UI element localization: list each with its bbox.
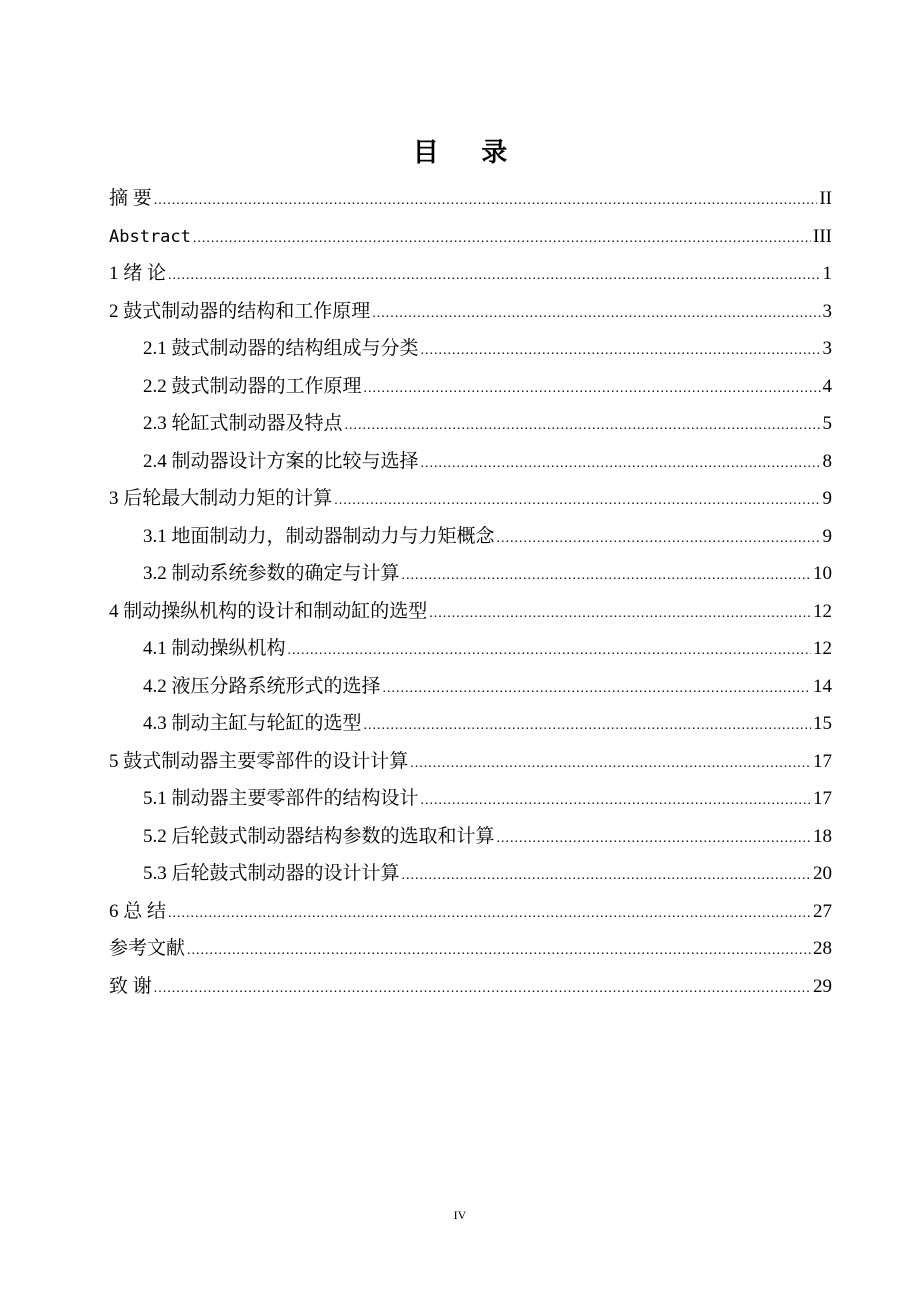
toc-leader-dots: [497, 520, 821, 558]
toc-leader-dots: [402, 557, 811, 595]
toc-entry-page: 4: [822, 375, 832, 397]
toc-entry[interactable]: [109, 705, 832, 743]
toc-entry[interactable]: [109, 593, 832, 631]
toc-entry-page: 14: [813, 675, 832, 697]
toc-entry-label: 参考文献: [109, 938, 186, 959]
toc-leader-dots: [168, 895, 811, 933]
toc-entry-page: 28: [813, 938, 832, 959]
toc-entry[interactable]: [109, 968, 832, 1006]
toc-entry-page: 5: [822, 413, 832, 434]
toc-leader-dots: [383, 670, 811, 708]
toc-entry-label: 2.4 制动器设计方案的比较与选择: [143, 450, 419, 472]
toc-leader-dots: [421, 332, 821, 370]
toc-leader-dots: [187, 932, 811, 970]
toc-entry-page: 29: [813, 975, 832, 997]
toc-entry-page: 15: [813, 713, 832, 734]
toc-leader-dots: [364, 707, 811, 745]
toc-entry[interactable]: [109, 368, 832, 406]
toc-entry-label: Abstract: [109, 226, 191, 247]
toc-title: 目 录: [412, 138, 526, 167]
toc-entry-page: 10: [813, 563, 832, 584]
toc-entry-page: 3: [822, 338, 832, 359]
toc-entry[interactable]: [109, 855, 832, 893]
toc-entry-label: 摘 要: [109, 188, 152, 209]
toc-entry-label: 3.2 制动系统参数的确定与计算: [143, 563, 400, 584]
toc-entry-label: 5.3 后轮鼓式制动器的设计计算: [143, 863, 400, 884]
toc-entry-label: 6 总 结: [109, 900, 167, 922]
toc-entry[interactable]: [109, 743, 832, 781]
toc-entry-page: 17: [813, 788, 832, 809]
toc-entry-label: 2 鼓式制动器的结构和工作原理: [109, 300, 371, 322]
toc-entry-label: 5.2 后轮鼓式制动器结构参数的选取和计算: [143, 825, 495, 847]
toc-leader-dots: [410, 745, 811, 783]
toc-entry-page: 9: [822, 525, 832, 547]
toc-entry-label: 2.3 轮缸式制动器及特点: [143, 413, 343, 434]
toc-leader-dots: [334, 482, 820, 520]
toc-leader-dots: [421, 782, 811, 820]
toc-entry[interactable]: [109, 405, 832, 443]
toc-entry[interactable]: [109, 893, 832, 931]
toc-entry-page: 12: [813, 638, 832, 659]
toc-entry-label: 5.1 制动器主要零部件的结构设计: [143, 788, 419, 809]
toc-entry[interactable]: [109, 480, 832, 518]
toc-entry-label: 4.3 制动主缸与轮缸的选型: [143, 713, 362, 734]
toc-entry[interactable]: [109, 180, 832, 218]
toc-entry[interactable]: [109, 293, 832, 331]
toc-entry-page: 12: [813, 600, 832, 622]
toc-entry[interactable]: [109, 330, 832, 368]
toc-entry[interactable]: [109, 255, 832, 293]
toc-entry-label: 2.2 鼓式制动器的工作原理: [143, 375, 362, 397]
toc-entry-page: III: [813, 225, 832, 247]
toc-entry-page: 3: [822, 300, 832, 322]
toc-entry-page: 1: [822, 263, 832, 284]
toc-entry-label: 4.2 液压分路系统形式的选择: [143, 675, 381, 697]
toc-entry-label: 3.1 地面制动力，制动器制动力与力矩概念: [143, 525, 495, 547]
toc-leader-dots: [168, 257, 820, 295]
toc-entry-page: 18: [813, 825, 832, 847]
toc-entry[interactable]: [109, 780, 832, 818]
toc-leader-dots: [372, 295, 820, 333]
toc-entry[interactable]: [109, 555, 832, 593]
toc-leader-dots: [497, 820, 811, 858]
toc-leader-dots: [402, 857, 811, 895]
toc-entry-page: 27: [813, 900, 832, 922]
toc-entry-label: 3 后轮最大制动力矩的计算: [109, 488, 333, 509]
toc-entry-label: 4.1 制动操纵机构: [143, 638, 286, 659]
toc-entry[interactable]: [109, 668, 832, 706]
toc-entry[interactable]: [109, 630, 832, 668]
toc-entry[interactable]: [109, 443, 832, 481]
toc-entry-label: 2.1 鼓式制动器的结构组成与分类: [143, 338, 419, 359]
toc-entry-label: 5 鼓式制动器主要零部件的设计计算: [109, 750, 409, 772]
toc-entry[interactable]: [109, 218, 832, 256]
toc-leader-dots: [345, 407, 821, 445]
toc-entry-page: II: [819, 188, 832, 209]
toc-entry-label: 致 谢: [109, 975, 152, 997]
toc-leader-dots: [154, 182, 818, 220]
table-of-contents: [109, 180, 832, 1005]
toc-entry[interactable]: [109, 930, 832, 968]
toc-entry-page: 17: [813, 750, 832, 772]
toc-leader-dots: [193, 220, 811, 258]
toc-entry[interactable]: [109, 818, 832, 856]
toc-entry-label: 4 制动操纵机构的设计和制动缸的选型: [109, 600, 428, 622]
toc-leader-dots: [288, 632, 811, 670]
toc-leader-dots: [154, 970, 811, 1008]
toc-leader-dots: [364, 370, 821, 408]
toc-leader-dots: [421, 445, 821, 483]
toc-entry-label: 1 绪 论: [109, 263, 167, 284]
toc-entry-page: 9: [822, 488, 832, 509]
footer-page-number: IV: [453, 1208, 467, 1222]
toc-leader-dots: [429, 595, 811, 633]
toc-entry[interactable]: [109, 518, 832, 556]
toc-entry-page: 8: [822, 450, 832, 472]
toc-entry-page: 20: [813, 863, 832, 884]
